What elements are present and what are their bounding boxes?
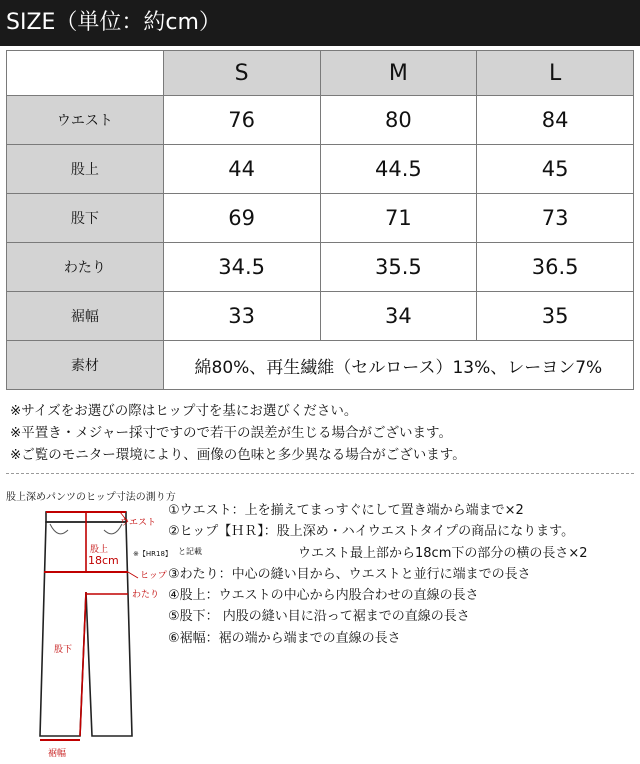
note-line: ※ご覧のモニター環境により、画像の色味と多少異なる場合がございます。 <box>10 447 466 463</box>
size-l-header: L <box>477 51 634 96</box>
diagram-title: 股上深めパンツのヒップ寸法の測り方 <box>6 492 176 503</box>
cell-value: 71 <box>320 194 477 243</box>
step-line: ②ヒップ【ＨＲ】：股上深め・ハイウエストタイプの商品になります。 <box>168 524 575 540</box>
corner-cell <box>7 51 164 96</box>
cell-value: 33 <box>163 292 320 341</box>
size-s-header: S <box>163 51 320 96</box>
cell-value: 84 <box>477 96 634 145</box>
row-label-waist: ウエスト <box>7 96 164 145</box>
size-header <box>0 0 640 46</box>
table-row <box>7 194 634 243</box>
row-label-rise: 股上 <box>7 145 164 194</box>
cell-value: 44 <box>163 145 320 194</box>
row-label-inseam: 股下 <box>7 194 164 243</box>
table-row <box>7 341 634 390</box>
cell-value: 36.5 <box>477 243 634 292</box>
table-row <box>7 243 634 292</box>
step-line: ウエスト最上部から18cm下の部分の横の長さ×2 <box>298 545 588 561</box>
cell-value: 34.5 <box>163 243 320 292</box>
size-title: SIZE（単位：約cm） <box>6 10 221 35</box>
table-row <box>7 96 634 145</box>
pants-illustration <box>0 500 170 760</box>
hem-label: 裾幅 <box>48 749 67 759</box>
note-line: ※平置き・メジャー採寸ですので若干の誤差が生じる場合がございます。 <box>10 425 452 441</box>
step-line: ③わたり：中心の縫い目から、ウエストと並行に端までの長さ <box>168 566 531 582</box>
note-line: ※サイズをお選びの際はヒップ寸を基にお選びください。 <box>10 403 358 419</box>
rise-label: 股上 <box>90 545 109 555</box>
pants-diagram <box>0 500 170 760</box>
material-value: 綿80%、再生繊維（セルロース）13%、レーヨン7% <box>163 341 633 390</box>
size-header-row <box>7 51 634 96</box>
dashed-divider <box>6 473 634 474</box>
step-line: ①ウエスト：上を揃えてまっすぐにして置き端から端まで×2 <box>168 503 524 518</box>
cell-value: 44.5 <box>320 145 477 194</box>
row-label-material: 素材 <box>7 341 164 390</box>
hip-label: ヒップ <box>140 571 167 581</box>
waist-label: ウエスト <box>120 518 157 528</box>
table-row <box>7 145 634 194</box>
step-line: ⑥裾幅：裾の端から端までの直線の長さ <box>168 630 401 646</box>
cell-value: 35.5 <box>320 243 477 292</box>
hr-note-label: ※【HR18】 <box>133 550 172 558</box>
cell-value: 73 <box>477 194 634 243</box>
inseam-measure-line <box>80 592 86 736</box>
size-table <box>6 50 634 390</box>
hr-suffix-label: と記載 <box>178 547 202 556</box>
cell-value: 76 <box>163 96 320 145</box>
row-label-thigh: わたり <box>7 243 164 292</box>
row-label-hem: 裾幅 <box>7 292 164 341</box>
thigh-label: わたり <box>132 590 160 600</box>
cell-value: 34 <box>320 292 477 341</box>
left-pocket-shape <box>50 524 68 534</box>
size-m-header: M <box>320 51 477 96</box>
step-line: ④股上：ウエストの中心から内股合わせの直線の長さ <box>168 588 479 604</box>
cell-value: 80 <box>320 96 477 145</box>
step-line: ⑤股下： 内股の縫い目に沿って裾までの直線の長さ <box>168 609 470 625</box>
cell-value: 35 <box>477 292 634 341</box>
rise-value-label: 18cm <box>88 554 119 567</box>
notes <box>10 400 466 466</box>
measure-steps <box>168 500 588 649</box>
inseam-label: 股下 <box>54 645 73 655</box>
cell-value: 69 <box>163 194 320 243</box>
table-row <box>7 292 634 341</box>
hip-leader-line <box>128 572 138 578</box>
cell-value: 45 <box>477 145 634 194</box>
